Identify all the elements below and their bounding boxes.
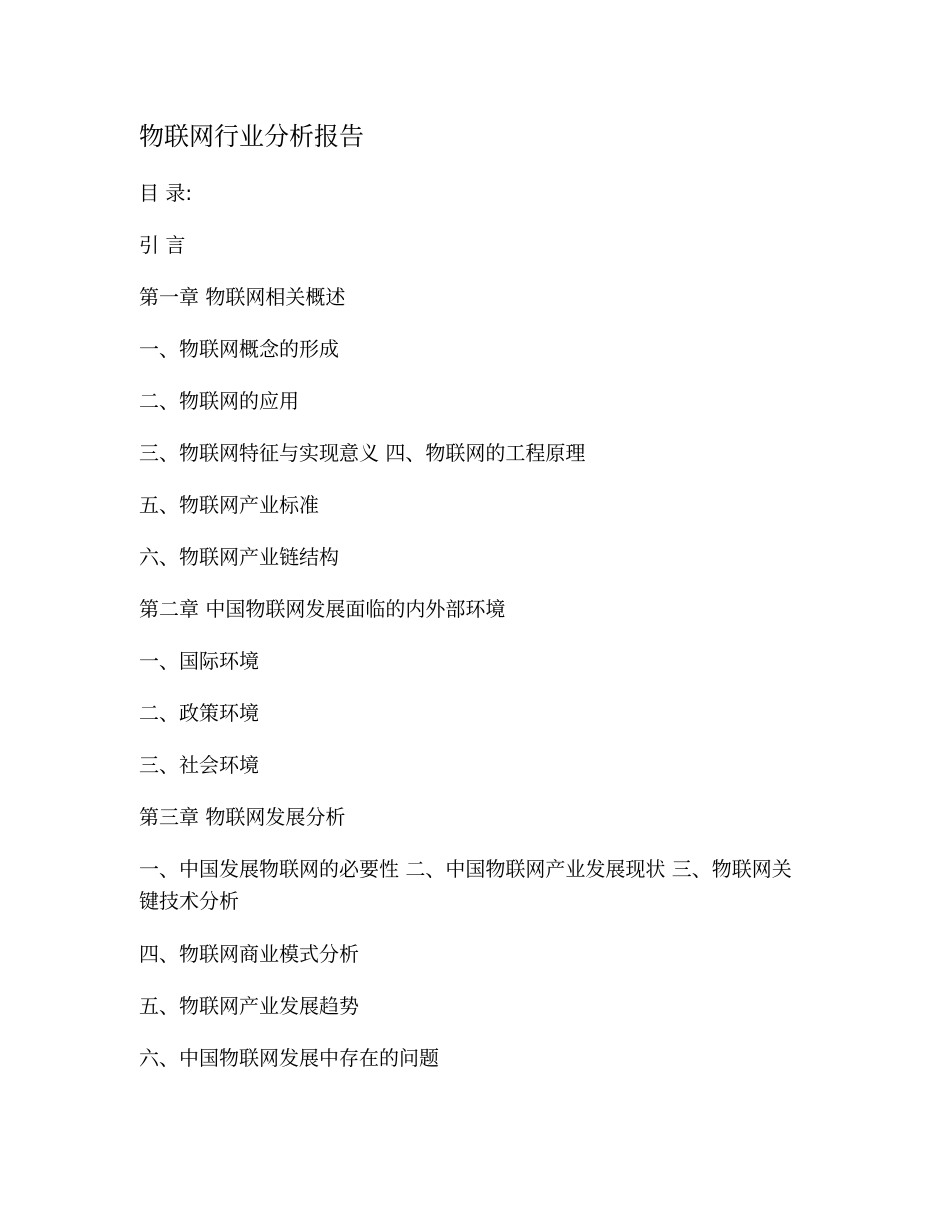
toc-item: 五、物联网产业发展趋势: [139, 994, 359, 1018]
toc-item: 六、物联网产业链结构: [139, 545, 339, 569]
toc-label: 目 录:: [139, 181, 193, 205]
toc-item: 二、政策环境: [139, 701, 259, 725]
toc-chapter-2: 第二章 中国物联网发展面临的内外部环境: [139, 597, 506, 621]
toc-item: 三、物联网特征与实现意义 四、物联网的工程原理: [139, 441, 586, 465]
toc-chapter-3: 第三章 物联网发展分析: [139, 805, 346, 829]
toc-intro: 引 言: [139, 233, 186, 257]
document-title: 物联网行业分析报告: [139, 122, 365, 151]
toc-item-wrapped: 一、中国发展物联网的必要性 二、中国物联网产业发展现状 三、物联网关键技术分析: [139, 857, 792, 913]
toc-item: 一、国际环境: [139, 649, 259, 673]
toc-item: 四、物联网商业模式分析: [139, 942, 359, 966]
toc-item: 五、物联网产业标准: [139, 493, 319, 517]
toc-item: 六、中国物联网发展中存在的问题: [139, 1046, 439, 1070]
toc-item: 二、物联网的应用: [139, 389, 299, 413]
toc-chapter-1: 第一章 物联网相关概述: [139, 285, 346, 309]
toc-item: 一、物联网概念的形成: [139, 337, 339, 361]
toc-item: 三、社会环境: [139, 753, 259, 777]
